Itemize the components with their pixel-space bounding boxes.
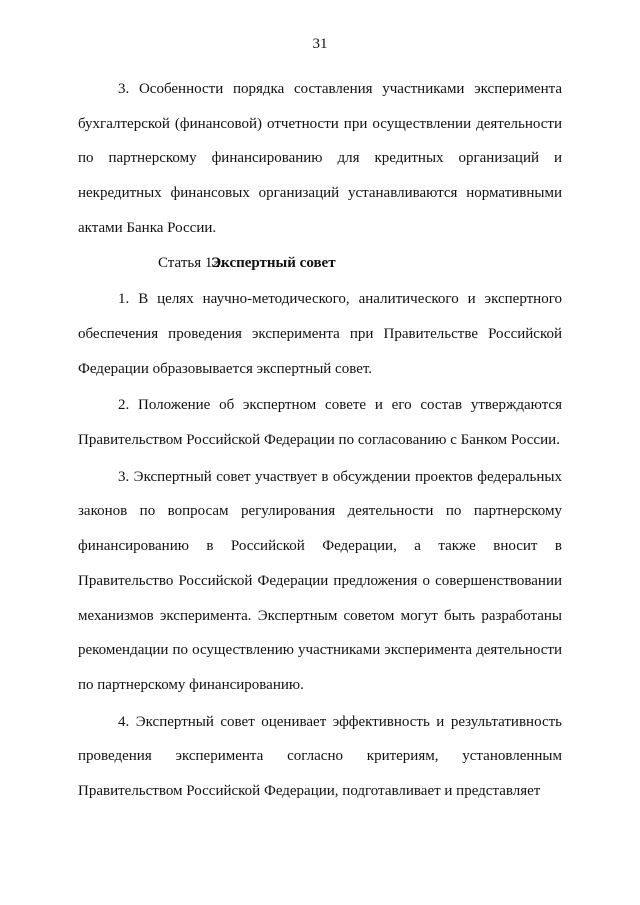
article-title: Экспертный совет bbox=[211, 254, 336, 271]
article-paragraph-3: 3. Экспертный совет участвует в обсуждении проектов федеральных законов по вопросам регулирования деятельности по партнерскому финансированию в Российской Федерации, а также вносит в Правительство Российской Федерации предложения о совершенствовании механизмов эксперимента. Экспертным советом могут быть разработаны рекомендации по осуществлению участниками эксперимента деятельности по партнерскому финансированию. bbox=[78, 468, 562, 693]
article-number: Статья 12. bbox=[158, 254, 224, 271]
paragraph-3-accounting: 3. Особенности порядка составления участниками эксперимента бухгалтерской (финансовой) отчетности при осуществлении деятельности по партнерскому финансированию для кредитных организаций и некредитных финансовых организаций устанавливаются нормативными актами Банка России. bbox=[78, 81, 562, 236]
page-number: 31 bbox=[312, 36, 328, 52]
article-heading bbox=[78, 246, 562, 281]
document-body bbox=[78, 72, 562, 809]
article-paragraph-2: 2. Положение об экспертном совете и его состав утверждаются Правительством Российской Федерации по согласованию с Банком России. bbox=[78, 397, 562, 449]
article-paragraph-4: 4. Экспертный совет оценивает эффективность и результативность проведения эксперимента согласно критериям, установленным Правительством Российской Федерации, подготавливает и представляет bbox=[78, 713, 562, 800]
article-paragraph-1: 1. В целях научно-методического, аналитического и экспертного обеспечения проведения эксперимента при Правительстве Российской Федерации образовывается экспертный совет. bbox=[78, 291, 562, 377]
